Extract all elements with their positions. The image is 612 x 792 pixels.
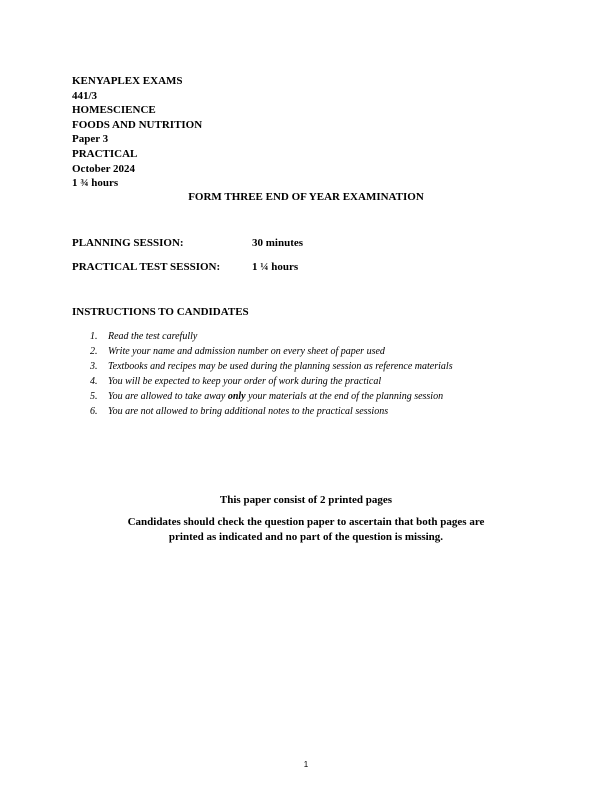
check-note-line2: printed as indicated and no part of the question is missing. xyxy=(168,531,444,543)
pages-note: This paper consist of 2 printed pages xyxy=(219,494,393,506)
item-text: You are not allowed to bring additional notes to the practical sessions xyxy=(108,406,389,417)
instructions-heading: INSTRUCTIONS TO CANDIDATES xyxy=(72,306,249,318)
session-value: 1 ¼ hours xyxy=(252,261,299,273)
item-text: Write your name and admission number on every sheet of paper used xyxy=(108,346,385,357)
session-value: 30 minutes xyxy=(252,237,304,249)
session-label: PLANNING SESSION: xyxy=(72,237,184,249)
instructions-list xyxy=(90,329,453,419)
exam-title-text: FORM THREE END OF YEAR EXAMINATION xyxy=(188,191,424,203)
paper-code: 441/3 xyxy=(72,89,98,102)
item-text: Textbooks and recipes may be used during the planning session as reference materials xyxy=(108,361,453,372)
item-emphasis: only xyxy=(227,391,246,402)
item-text: You are allowed to take away xyxy=(108,391,228,402)
planning-session-row xyxy=(72,237,304,249)
session-label: PRACTICAL TEST SESSION: xyxy=(72,261,221,273)
list-item xyxy=(90,404,453,419)
paper-number: Paper 3 xyxy=(72,133,109,146)
item-number: 1. xyxy=(90,331,98,342)
list-item xyxy=(90,359,453,374)
exam-header xyxy=(72,74,202,191)
paper-type: PRACTICAL xyxy=(72,147,138,160)
list-item xyxy=(90,344,453,359)
item-number: 2. xyxy=(90,346,98,357)
exam-duration: 1 ¾ hours xyxy=(72,177,119,190)
subject-area: FOODS AND NUTRITION xyxy=(72,118,203,131)
exam-body: KENYAPLEX EXAMS xyxy=(72,75,183,87)
subject: HOMESCIENCE xyxy=(72,104,156,117)
item-number: 3. xyxy=(90,361,98,372)
item-number: 6. xyxy=(90,406,98,417)
practical-session-row xyxy=(72,261,299,273)
item-number: 5. xyxy=(90,391,98,402)
list-item xyxy=(90,389,453,404)
list-item xyxy=(90,374,453,389)
item-text: You will be expected to keep your order of work during the practical xyxy=(108,376,382,387)
exam-title xyxy=(0,191,612,203)
item-text: your materials at the end of the planning session xyxy=(245,391,444,402)
item-text: Read the test carefully xyxy=(108,331,198,342)
page-number: 1 xyxy=(303,760,309,769)
check-note-line1: Candidates should check the question paper to ascertain that both pages are xyxy=(127,516,485,528)
item-number: 4. xyxy=(90,376,98,387)
list-item xyxy=(90,329,453,344)
exam-date: October 2024 xyxy=(72,162,136,175)
